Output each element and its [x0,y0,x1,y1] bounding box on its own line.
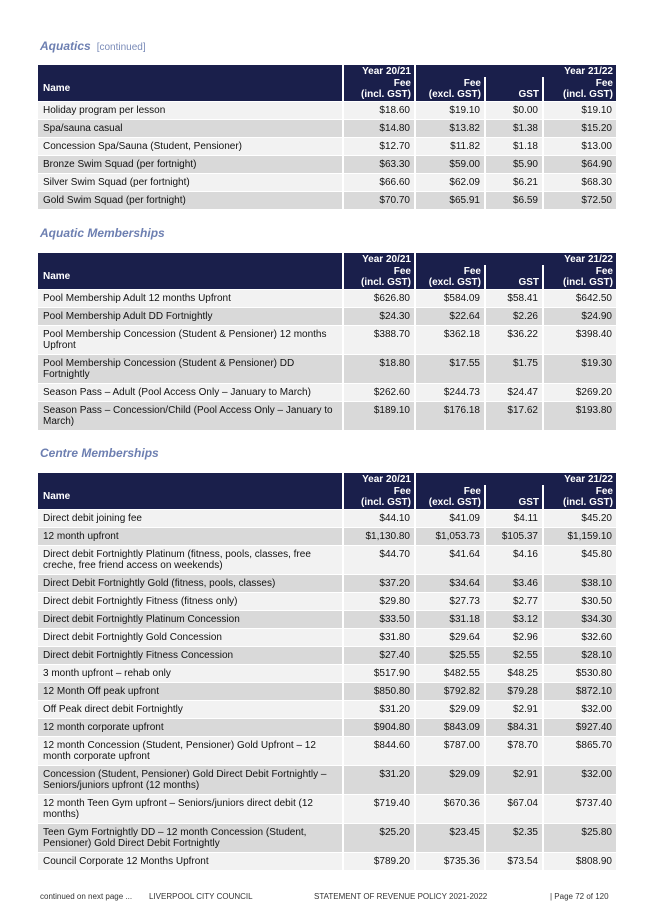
fee-prev-incl: $44.10 [344,509,416,527]
fee-next-excl: $362.18 [416,325,486,354]
fee-gst: $3.12 [486,610,544,628]
table-row [38,574,616,592]
header-year-prev: Year 20/21 [344,473,416,485]
fee-next-excl: $19.10 [416,101,486,119]
header-fee-incl-next: Fee (incl. GST) [544,265,616,289]
table-row [38,137,616,155]
header-row-columns [38,485,616,509]
fee-next-excl: $29.09 [416,700,486,718]
fee-next-excl: $244.73 [416,383,486,401]
fee-next-incl: $68.30 [544,173,616,191]
fee-name: Direct debit Fortnightly Platinum Concession [38,610,344,628]
fee-name: 12 month upfront [38,527,344,545]
fee-prev-incl: $31.20 [344,765,416,794]
fee-name: 12 month corporate upfront [38,718,344,736]
fee-next-incl: $45.20 [544,509,616,527]
fee-gst: $24.47 [486,383,544,401]
table-row [38,527,616,545]
fee-next-excl: $843.09 [416,718,486,736]
fee-next-incl: $193.80 [544,401,616,430]
fee-gst: $2.26 [486,307,544,325]
fee-gst: $4.11 [486,509,544,527]
table-row [38,823,616,852]
fee-prev-incl: $850.80 [344,682,416,700]
fee-next-incl: $30.50 [544,592,616,610]
fee-next-incl: $32.60 [544,628,616,646]
fee-next-incl: $808.90 [544,852,616,870]
table-row [38,101,616,119]
fee-prev-incl: $37.20 [344,574,416,592]
fee-next-excl: $25.55 [416,646,486,664]
header-name-cell-top [38,65,344,77]
fee-gst: $105.37 [486,527,544,545]
table-row [38,664,616,682]
fee-gst: $17.62 [486,401,544,430]
fee-name: Direct debit Fortnightly Fitness Concession [38,646,344,664]
fee-next-excl: $13.82 [416,119,486,137]
fee-gst: $2.96 [486,628,544,646]
fee-prev-incl: $44.70 [344,545,416,574]
fee-gst: $2.55 [486,646,544,664]
header-year-prev: Year 20/21 [344,253,416,265]
fee-prev-incl: $27.40 [344,646,416,664]
fee-next-incl: $64.90 [544,155,616,173]
fee-name: 12 month Teen Gym upfront – Seniors/juniors direct debit (12 months) [38,794,344,823]
fee-next-incl: $398.40 [544,325,616,354]
fee-name: Direct debit joining fee [38,509,344,527]
fee-gst: $6.21 [486,173,544,191]
header-name: Name [38,77,344,101]
fee-next-incl: $19.10 [544,101,616,119]
fee-gst: $67.04 [486,794,544,823]
fee-table [38,65,616,209]
header-row-columns [38,77,616,101]
fee-gst: $2.35 [486,823,544,852]
fee-gst: $0.00 [486,101,544,119]
fee-next-incl: $45.80 [544,545,616,574]
fee-gst: $2.91 [486,765,544,794]
fee-gst: $73.54 [486,852,544,870]
header-fee-incl-prev: Fee (incl. GST) [344,77,416,101]
fee-prev-incl: $31.80 [344,628,416,646]
section-title-aquatic-memberships [40,226,165,240]
fee-name: Teen Gym Fortnightly DD – 12 month Concession (Student, Pensioner) Gold Direct Debit Fortnightly [38,823,344,852]
fee-next-incl: $737.40 [544,794,616,823]
fee-prev-incl: $18.60 [344,101,416,119]
fee-gst: $79.28 [486,682,544,700]
fee-prev-incl: $189.10 [344,401,416,430]
fee-next-excl: $34.64 [416,574,486,592]
fee-name: Pool Membership Adult 12 months Upfront [38,289,344,307]
table-row [38,325,616,354]
fee-prev-incl: $31.20 [344,700,416,718]
footer-statement: STATEMENT OF REVENUE POLICY 2021-2022 [314,892,488,901]
fee-next-excl: $176.18 [416,401,486,430]
footer-council: LIVERPOOL CITY COUNCIL [149,892,253,901]
table-row [38,119,616,137]
table-row [38,191,616,209]
fee-next-excl: $17.55 [416,354,486,383]
header-fee-incl-next: Fee (incl. GST) [544,77,616,101]
header-name: Name [38,485,344,509]
header-row-years [38,253,616,265]
table-row [38,794,616,823]
table-row [38,765,616,794]
fee-name: Pool Membership Adult DD Fortnightly [38,307,344,325]
fee-gst: $5.90 [486,155,544,173]
fee-next-incl: $28.10 [544,646,616,664]
fee-gst: $1.38 [486,119,544,137]
table-row [38,736,616,765]
fee-next-excl: $29.09 [416,765,486,794]
fee-next-excl: $787.00 [416,736,486,765]
fee-next-excl: $584.09 [416,289,486,307]
table-row [38,682,616,700]
fee-prev-incl: $904.80 [344,718,416,736]
fee-next-incl: $872.10 [544,682,616,700]
fee-prev-incl: $789.20 [344,852,416,870]
fee-prev-incl: $262.60 [344,383,416,401]
fee-prev-incl: $626.80 [344,289,416,307]
fee-prev-incl: $70.70 [344,191,416,209]
section-title-text: Aquatic Memberships [40,226,165,240]
fee-table [38,253,616,430]
table-row [38,173,616,191]
fee-prev-incl: $12.70 [344,137,416,155]
fee-prev-incl: $25.20 [344,823,416,852]
table-row [38,610,616,628]
fee-next-excl: $23.45 [416,823,486,852]
fee-next-excl: $11.82 [416,137,486,155]
fee-gst: $2.77 [486,592,544,610]
section-title-text: Centre Memberships [40,446,159,460]
fee-name: Direct debit Fortnightly Fitness (fitness only) [38,592,344,610]
table-row [38,592,616,610]
header-year-next: Year 21/22 [416,473,616,485]
fee-name: Pool Membership Concession (Student & Pensioner) 12 months Upfront [38,325,344,354]
header-year-prev: Year 20/21 [344,65,416,77]
fee-next-incl: $1,159.10 [544,527,616,545]
footer-continued: continued on next page ... [40,892,133,901]
fee-next-excl: $482.55 [416,664,486,682]
fee-next-excl: $62.09 [416,173,486,191]
header-fee-excl: Fee (excl. GST) [416,485,486,509]
fee-name: Direct debit Fortnightly Platinum (fitness, pools, classes, free creche, free friend access on weekends) [38,545,344,574]
fee-next-incl: $72.50 [544,191,616,209]
fee-gst: $58.41 [486,289,544,307]
fee-next-incl: $15.20 [544,119,616,137]
table-row [38,354,616,383]
fee-prev-incl: $33.50 [344,610,416,628]
fee-next-excl: $735.36 [416,852,486,870]
header-row-columns [38,265,616,289]
fee-name: Holiday program per lesson [38,101,344,119]
fee-next-incl: $865.70 [544,736,616,765]
table-row [38,289,616,307]
fee-prev-incl: $24.30 [344,307,416,325]
fee-next-incl: $927.40 [544,718,616,736]
table-row [38,383,616,401]
fee-name: Council Corporate 12 Months Upfront [38,852,344,870]
fee-name: Spa/sauna casual [38,119,344,137]
table-row [38,628,616,646]
fee-gst: $1.75 [486,354,544,383]
fee-table [38,473,616,870]
fee-next-excl: $41.09 [416,509,486,527]
fee-name: 12 Month Off peak upfront [38,682,344,700]
header-year-next: Year 21/22 [416,65,616,77]
fee-name: Off Peak direct debit Fortnightly [38,700,344,718]
fee-next-excl: $65.91 [416,191,486,209]
header-row-years [38,473,616,485]
header-gst: GST [486,485,544,509]
fee-prev-incl: $63.30 [344,155,416,173]
section-title-aquatics [40,39,146,53]
section-title-centre-memberships [40,446,159,460]
header-name-cell-top [38,253,344,265]
fee-next-excl: $670.36 [416,794,486,823]
fee-next-excl: $29.64 [416,628,486,646]
table-row [38,545,616,574]
fee-next-excl: $31.18 [416,610,486,628]
fee-gst: $36.22 [486,325,544,354]
table-row [38,646,616,664]
header-gst: GST [486,77,544,101]
header-fee-incl-prev: Fee (incl. GST) [344,485,416,509]
table-row [38,852,616,870]
fee-prev-incl: $14.80 [344,119,416,137]
header-name-cell-top [38,473,344,485]
table-row [38,718,616,736]
fee-prev-incl: $66.60 [344,173,416,191]
section-title-text: Aquatics [40,39,91,53]
table-row [38,401,616,430]
fee-gst: $4.16 [486,545,544,574]
fee-gst: $1.18 [486,137,544,155]
fee-next-excl: $1,053.73 [416,527,486,545]
section-subtitle: [continued] [96,42,146,53]
fee-gst: $78.70 [486,736,544,765]
fee-name: Direct debit Fortnightly Gold Concession [38,628,344,646]
fee-prev-incl: $388.70 [344,325,416,354]
header-fee-excl: Fee (excl. GST) [416,77,486,101]
fee-name: Direct Debit Fortnightly Gold (fitness, pools, classes) [38,574,344,592]
fee-name: 12 month Concession (Student, Pensioner) Gold Upfront – 12 month corporate upfront [38,736,344,765]
fee-prev-incl: $29.80 [344,592,416,610]
fee-prev-incl: $844.60 [344,736,416,765]
fee-name: Pool Membership Concession (Student & Pensioner) DD Fortnightly [38,354,344,383]
table-row [38,509,616,527]
fee-name: Concession Spa/Sauna (Student, Pensioner) [38,137,344,155]
header-year-next: Year 21/22 [416,253,616,265]
fee-name: Season Pass – Adult (Pool Access Only – January to March) [38,383,344,401]
fee-prev-incl: $18.80 [344,354,416,383]
fee-next-incl: $642.50 [544,289,616,307]
fee-gst: $48.25 [486,664,544,682]
fee-next-incl: $25.80 [544,823,616,852]
fee-next-excl: $41.64 [416,545,486,574]
header-row-years [38,65,616,77]
fee-next-excl: $59.00 [416,155,486,173]
fee-next-incl: $32.00 [544,700,616,718]
header-fee-excl: Fee (excl. GST) [416,265,486,289]
table-row [38,155,616,173]
fee-next-incl: $530.80 [544,664,616,682]
table-row [38,307,616,325]
fee-gst: $84.31 [486,718,544,736]
fee-name: Gold Swim Squad (per fortnight) [38,191,344,209]
fee-next-incl: $19.30 [544,354,616,383]
fee-name: Concession (Student, Pensioner) Gold Direct Debit Fortnightly – Seniors/juniors upfront (12 months) [38,765,344,794]
header-fee-incl-prev: Fee (incl. GST) [344,265,416,289]
fee-name: 3 month upfront – rehab only [38,664,344,682]
fee-prev-incl: $517.90 [344,664,416,682]
fee-gst: $6.59 [486,191,544,209]
header-name: Name [38,265,344,289]
fee-name: Bronze Swim Squad (per fortnight) [38,155,344,173]
header-gst: GST [486,265,544,289]
fee-next-excl: $792.82 [416,682,486,700]
fee-next-incl: $32.00 [544,765,616,794]
fee-next-incl: $38.10 [544,574,616,592]
table-row [38,700,616,718]
fee-next-incl: $13.00 [544,137,616,155]
fee-next-excl: $22.64 [416,307,486,325]
fee-name: Silver Swim Squad (per fortnight) [38,173,344,191]
fee-prev-incl: $719.40 [344,794,416,823]
fee-next-incl: $269.20 [544,383,616,401]
fee-gst: $2.91 [486,700,544,718]
fee-next-incl: $34.30 [544,610,616,628]
footer-page-number: | Page 72 of 120 [550,892,609,901]
header-fee-incl-next: Fee (incl. GST) [544,485,616,509]
fee-next-incl: $24.90 [544,307,616,325]
fee-name: Season Pass – Concession/Child (Pool Access Only – January to March) [38,401,344,430]
fee-prev-incl: $1,130.80 [344,527,416,545]
fee-next-excl: $27.73 [416,592,486,610]
fee-gst: $3.46 [486,574,544,592]
